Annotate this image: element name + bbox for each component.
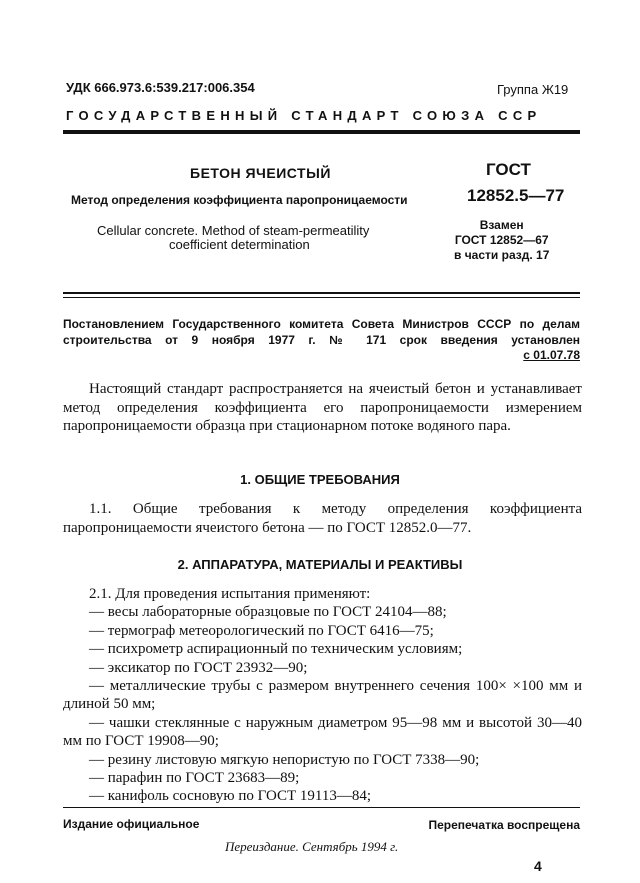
document-subtitle: Метод определения коэффициента паропроницаемости [71, 193, 408, 207]
list-item: — чашки стеклянные с наружным диаметром 95—98 мм и высотой 30—40 мм по ГОСТ 19908—90; [63, 714, 582, 750]
section-1-text: 1.1. Общие требования к методу определения коэффициента паропроницаемости ячеистого бетона — по ГОСТ 12852.0—77. [63, 501, 582, 536]
list-lead: 2.1. Для проведения испытания применяют: [89, 586, 371, 602]
list-item: — канифоль сосновую по ГОСТ 19113—84; [89, 788, 371, 805]
reissue-note: Переиздание. Сентябрь 1994 г. [225, 839, 399, 854]
gost-label: ГОСТ [486, 160, 531, 179]
replace-part: в части разд. 17 [454, 248, 550, 262]
official-edition: Издание официальное [63, 817, 200, 831]
list-item: — парафин по ГОСТ 23683—89; [89, 770, 300, 787]
reprint-prohibited: Перепечатка воспрещена [428, 818, 580, 832]
english-title-line2: coefficient determination [169, 237, 310, 252]
list-item: — психрометр аспирационный по техническим условиям; [89, 641, 463, 658]
replace-label: Взамен [479, 218, 524, 232]
list-item: — металлические трубы с размером внутреннего сечения 100× ×100 мм и длиной 50 мм; [63, 678, 582, 713]
titleblock-rule-2 [63, 297, 580, 298]
replacement-note [454, 218, 549, 263]
footer-rule [63, 807, 580, 808]
equipment-list [63, 585, 582, 806]
list-item: — весы лабораторные образцовые по ГОСТ 24104—88; [89, 604, 447, 621]
section-2-heading: 2. АППАРАТУРА, МАТЕРИАЛЫ И РЕАКТИВЫ [177, 557, 463, 572]
document-title: БЕТОН ЯЧЕИСТЫЙ [190, 165, 331, 181]
gost-number: 12852.5—77 [467, 186, 565, 205]
intro-paragraph: Настоящий стандарт распространяется на ячеистый бетон и устанавливает метод определения коэффициента его паропроницаемости измерением паропроницаемости образца при стационарном потоке водяного пара. [63, 381, 582, 434]
list-item: — эксикатор по ГОСТ 23932—90; [89, 659, 308, 676]
state-standard-title: ГОСУДАРСТВЕННЫЙ СТАНДАРТ СОЮЗА ССР [66, 108, 542, 123]
udk-code: УДК 666.973.6:539.217:006.354 [66, 80, 255, 95]
page-number: 4 [534, 858, 542, 874]
titleblock-rule-1 [63, 292, 580, 294]
list-item: — термограф метеорологический по ГОСТ 6416—75; [89, 622, 434, 639]
decree-date: с 01.07.78 [523, 348, 580, 362]
english-title-line1: Cellular concrete. Method of steam-permeatility [97, 223, 370, 238]
replace-gost: ГОСТ 12852—67 [454, 233, 549, 247]
section-1-heading: 1. ОБЩИЕ ТРЕБОВАНИЯ [240, 472, 400, 487]
header-rule [63, 130, 580, 134]
decree-text: Постановлением Государственного комитета Совета Министров СССР по делам строительства от 9 ноября 1977 г. № 171 срок введения установлен [63, 317, 580, 347]
group-code: Группа Ж19 [497, 82, 569, 97]
list-item: — резину листовую мягкую непористую по ГОСТ 7338—90; [89, 751, 480, 768]
